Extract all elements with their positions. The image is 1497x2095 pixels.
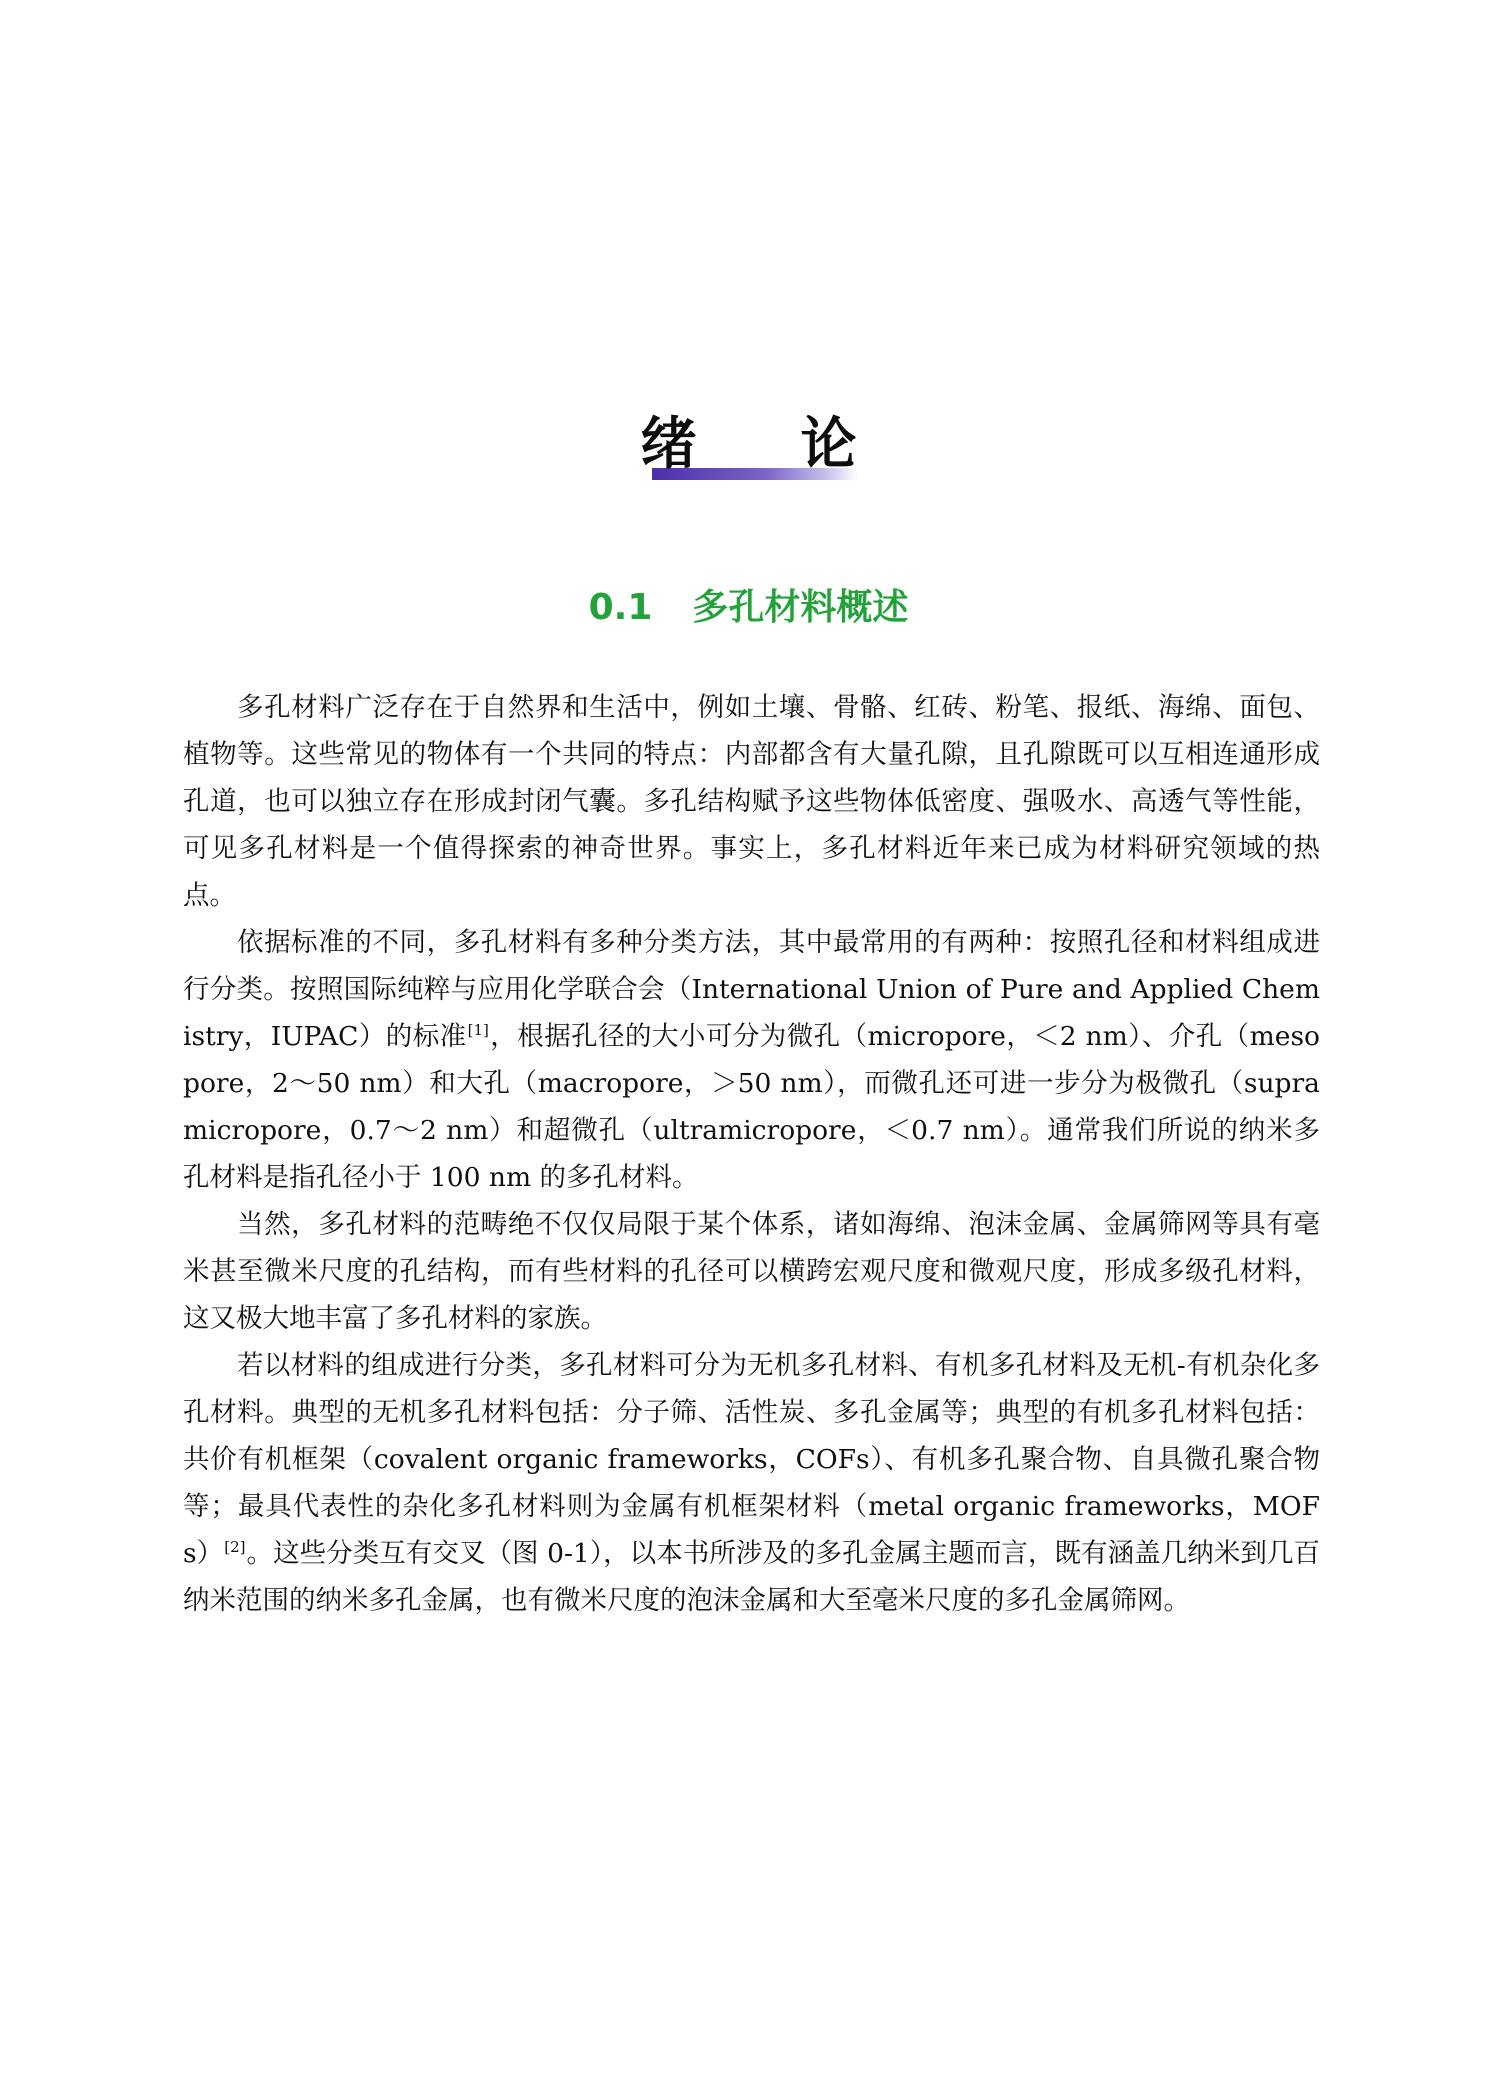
paragraph-1-text: 多孔材料广泛存在于自然界和生活中，例如土壤、骨骼、红砖、粉笔、报纸、海绵、面包、植物等。这些常见的物体有一个共同的特点：内部都含有大量孔隙，且孔隙既可以互相连通形成孔道，也可以独立存在形成封闭气囊。多孔结构赋予这些物体低密度、强吸水、高透气等性能，可见多孔材料是一个值得探索的神奇世界。事实上，多孔材料近年来已成为材料研究领域的热点。 — [183, 692, 1320, 911]
paragraph-2 — [183, 919, 1320, 1201]
paragraph-1 — [183, 684, 1320, 919]
paragraph-2-text-a: 依据标准的不同，多孔材料有多种分类方法，其中最常用的有两种：按照孔径和材料组成进行分类。按照国际纯粹与应用化学联合会（International Union of Pure and Applied Chemistry，IUPAC）的标准 — [183, 927, 1320, 1052]
chapter-title-char-1: 绪 — [640, 412, 697, 477]
section-title: 多孔材料概述 — [692, 587, 909, 628]
section-heading — [0, 582, 1497, 634]
chapter-title — [637, 405, 861, 485]
paragraph-3-text: 当然，多孔材料的范畴绝不仅仅局限于某个体系，诸如海绵、泡沫金属、金属筛网等具有毫米甚至微米尺度的孔结构，而有些材料的孔径可以横跨宏观尺度和微观尺度，形成多级孔材料，这又极大地丰富了多孔材料的家族。 — [183, 1209, 1320, 1334]
paragraph-4-text-b: 。这些分类互有交叉（图 0-1），以本书所涉及的多孔金属主题而言，既有涵盖几纳米到几百纳米范围的纳米多孔金属，也有微米尺度的泡沫金属和大至毫米尺度的多孔金属筛网。 — [183, 1538, 1320, 1616]
chapter-title-char-2: 论 — [800, 412, 857, 477]
paragraph-4 — [183, 1342, 1320, 1624]
body-text — [183, 684, 1320, 1624]
paragraph-4-text-a: 若以材料的组成进行分类，多孔材料可分为无机多孔材料、有机多孔材料及无机-有机杂化多孔材料。典型的无机多孔材料包括：分子筛、活性炭、多孔金属等；典型的有机多孔材料包括：共价有机框架（covalent organic frameworks，COFs）、有机多孔聚合物、自具微孔聚合物等；最具代表性的杂化多孔材料则为金属有机框架材料（metal organic frameworks，MOFs） — [183, 1350, 1320, 1569]
citation-ref-2: [2] — [224, 1538, 246, 1557]
citation-ref-1: [1] — [467, 1021, 489, 1040]
section-number: 0.1 — [588, 587, 653, 628]
paragraph-3 — [183, 1201, 1320, 1342]
paragraph-2-text-b: ，根据孔径的大小可分为微孔（micropore，＜2 nm）、介孔（mesopore，2～50 nm）和大孔（macropore，＞50 nm），而微孔还可进一步分为极微孔（supramicropore，0.7～2 nm）和超微孔（ultramicropore，＜0.7 nm）。通常我们所说的纳米多孔材料是指孔径小于 100 nm 的多孔材料。 — [183, 1021, 1320, 1193]
chapter-title-container — [0, 405, 1497, 485]
